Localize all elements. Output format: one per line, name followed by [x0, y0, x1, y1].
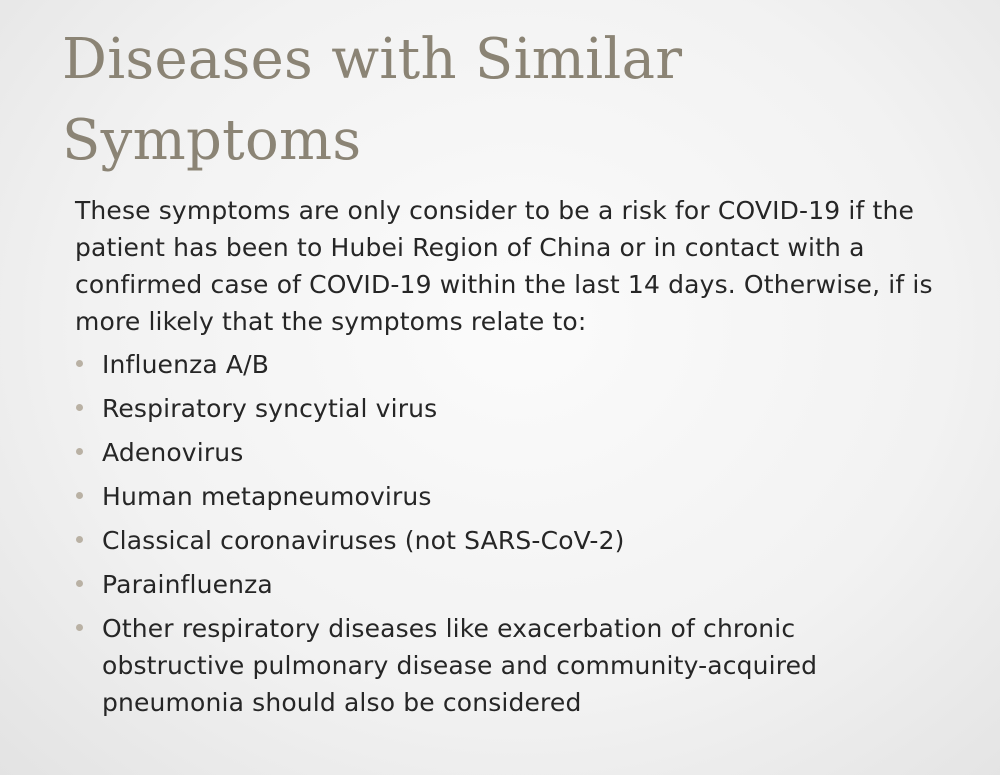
bullet-dot-icon	[76, 448, 83, 455]
list-item-metapneumovirus	[75, 478, 892, 515]
list-item-label: Respiratory syncytial virus	[102, 394, 438, 423]
list-item-adenovirus	[75, 434, 892, 471]
bullet-dot-icon	[76, 580, 83, 587]
list-item-other-respiratory-diseases	[75, 610, 892, 721]
list-item-parainfluenza	[75, 566, 892, 603]
disease-list	[75, 346, 975, 721]
list-item-label: Adenovirus	[102, 438, 244, 467]
bullet-dot-icon	[76, 492, 83, 499]
bullet-dot-icon	[76, 624, 83, 631]
list-item-influenza	[75, 346, 892, 383]
list-item-label: Influenza A/B	[102, 350, 270, 379]
list-item-label: Human metapneumovirus	[102, 482, 432, 511]
list-item-rsv	[75, 390, 892, 427]
slide-title: Diseases with Similar Symptoms	[62, 27, 683, 173]
intro-paragraph: These symptoms are only consider to be a risk for COVID-19 if the patient has been to Hubei Region of China or in contact with a confirmed case of COVID-19 within the last 14 days. Otherwise, if is more likely that the symptoms relate to:	[75, 196, 933, 336]
list-item-label: Classical coronaviruses (not SARS-CoV-2)	[102, 526, 625, 555]
bullet-dot-icon	[76, 360, 83, 367]
bullet-dot-icon	[76, 536, 83, 543]
slide-body	[75, 192, 975, 728]
list-item-label: Parainfluenza	[102, 570, 273, 599]
list-item-classical-coronaviruses	[75, 522, 892, 559]
bullet-dot-icon	[76, 404, 83, 411]
list-item-label: Other respiratory diseases like exacerbation of chronic obstructive pulmonary disease and community-acquired pneumonia should also be considered	[102, 614, 818, 717]
